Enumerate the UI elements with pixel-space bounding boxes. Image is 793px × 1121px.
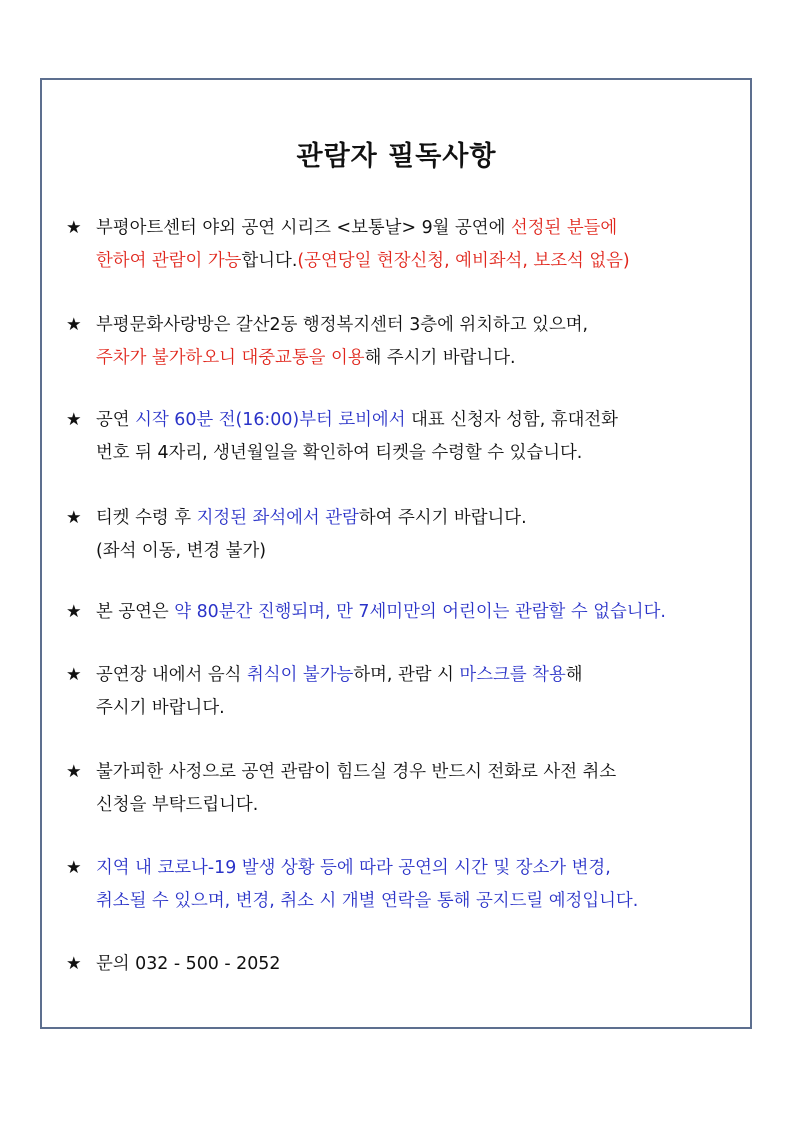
notice-item-covid-changes: ★ 지역 내 코로나-19 발생 상황 등에 따라 공연의 시간 및 장소가 변경, 취소될 수 있으며, 변경, 취소 시 개별 연락을 통해 공지드릴 예정입니다. bbox=[66, 852, 756, 918]
contact-phone: 문의 032 - 500 - 2052 bbox=[96, 954, 281, 974]
notice-item-duration-age: ★ 본 공연은 약 80분간 진행되며, 만 7세미만의 어린이는 관람할 수 없습니다. bbox=[66, 596, 756, 629]
star-icon: ★ bbox=[66, 410, 82, 430]
star-icon: ★ bbox=[66, 508, 82, 528]
notice-item-location-parking: ★ 부평문화사랑방은 갈산2동 행정복지센터 3층에 위치하고 있으며, 주차가 불가하오니 대중교통을 이용해 주시기 바랍니다. bbox=[66, 309, 756, 375]
notice-item-assigned-seat: ★ 티켓 수령 후 지정된 좌석에서 관람하여 주시기 바랍니다. (좌석 이동, 변경 불가) bbox=[66, 502, 756, 568]
star-icon: ★ bbox=[66, 218, 82, 238]
star-icon: ★ bbox=[66, 665, 82, 685]
notice-item-ticket-pickup: ★ 공연 시작 60분 전(16:00)부터 로비에서 대표 신청자 성함, 휴대전화 번호 뒤 4자리, 생년월일을 확인하여 티켓을 수령할 수 있습니다. bbox=[66, 404, 756, 470]
page-title: 관람자 필독사항 bbox=[296, 141, 497, 172]
star-icon: ★ bbox=[66, 954, 82, 974]
notice-item-food-mask: ★ 공연장 내에서 음식 취식이 불가능하며, 관람 시 마스크를 착용해 주시기 바랍니다. bbox=[66, 659, 756, 725]
notice-item-cancellation: ★ 불가피한 사정으로 공연 관람이 힘드실 경우 반드시 전화로 사전 취소 신청을 부탁드립니다. bbox=[66, 756, 756, 822]
notice-item-contact bbox=[66, 948, 756, 981]
star-icon: ★ bbox=[66, 602, 82, 622]
star-icon: ★ bbox=[66, 315, 82, 335]
star-icon: ★ bbox=[66, 762, 82, 782]
star-icon: ★ bbox=[66, 858, 82, 878]
notice-item-selected-only: ★ 부평아트센터 야외 공연 시리즈 <보통날> 9월 공연에 선정된 분들에 한하여 관람이 가능합니다.(공연당일 현장신청, 예비좌석, 보조석 없음) bbox=[66, 212, 756, 278]
